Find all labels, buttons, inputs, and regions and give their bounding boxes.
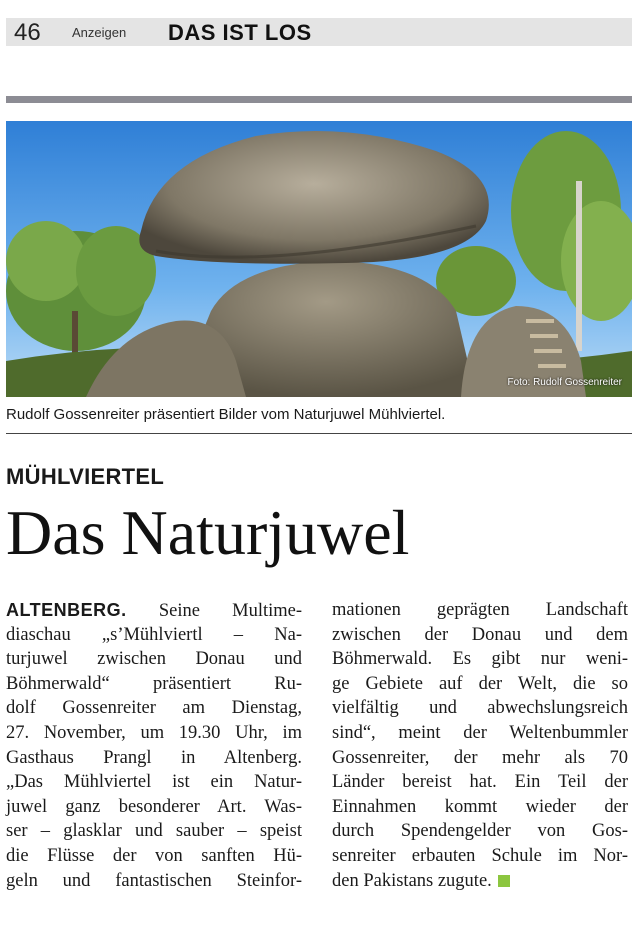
article-line: turjuwel zwischen Donau und xyxy=(6,649,302,670)
article-line: ALTENBERG. Seine Multime- xyxy=(6,600,302,621)
caption-rule xyxy=(6,433,632,434)
article-line: diaschau „s’Mühlviertl – Na- xyxy=(6,624,302,645)
article-line: Böhmerwald“ präsentiert Ru- xyxy=(6,673,302,694)
photo-caption: Rudolf Gossenreiter präsentiert Bilder vom Naturjuwel Mühlviertel. xyxy=(6,406,446,423)
article-line: ser – glasklar und sauber – speist xyxy=(6,821,302,842)
article-line: „Das Mühlviertel ist ein Natur- xyxy=(6,772,302,793)
section-tag: Anzeigen xyxy=(72,25,127,40)
article-line: 27. November, um 19.30 Uhr, im xyxy=(6,722,302,743)
article-line: Böhmerwald. Es gibt nur weni- xyxy=(332,649,628,670)
end-of-article-mark xyxy=(498,875,510,887)
balancing-rock-photo xyxy=(6,121,632,397)
article-line: durch Spendengelder von Gos- xyxy=(332,821,628,842)
page-number: 46 xyxy=(14,19,41,46)
article-photo xyxy=(6,121,632,397)
article-column-left xyxy=(6,598,302,893)
article-line: senreiter erbauten Schule im Nor- xyxy=(332,845,628,866)
article-dateline: ALTENBERG. xyxy=(6,600,127,620)
article-line: Länder bereist hat. Ein Teil der xyxy=(332,772,628,793)
article-line: juwel ganz besonderer Art. Was- xyxy=(6,796,302,817)
article-line: die Flüsse der von sanften Hü- xyxy=(6,845,302,866)
article-line: mationen geprägten Landschaft xyxy=(332,600,628,620)
article-line: den Pakistans zugute. xyxy=(332,869,628,894)
article-column-right xyxy=(332,598,628,893)
article-line: dolf Gossenreiter am Dienstag, xyxy=(6,698,302,719)
article-line: sind“, meint der Weltenbummler xyxy=(332,722,628,743)
article-headline: Das Naturjuwel xyxy=(6,497,410,568)
article-kicker: MÜHLVIERTEL xyxy=(6,464,165,489)
article-line: vielfältig und abwechslungsreich xyxy=(332,698,628,719)
article-line: zwischen der Donau und dem xyxy=(332,624,628,645)
photo-credit: Foto: Rudolf Gossenreiter xyxy=(507,377,622,388)
divider-rule xyxy=(6,96,632,103)
article-line: geln und fantastischen Steinfor- xyxy=(6,870,302,891)
article-line: Gasthaus Prangl in Altenberg. xyxy=(6,747,302,768)
section-title: DAS IST LOS xyxy=(168,20,312,45)
article-line: Einnahmen kommt wieder der xyxy=(332,796,628,817)
article-line: ge Gebiete auf der Welt, die so xyxy=(332,673,628,694)
article-line: Gossenreiter, der mehr als 70 xyxy=(332,747,628,768)
